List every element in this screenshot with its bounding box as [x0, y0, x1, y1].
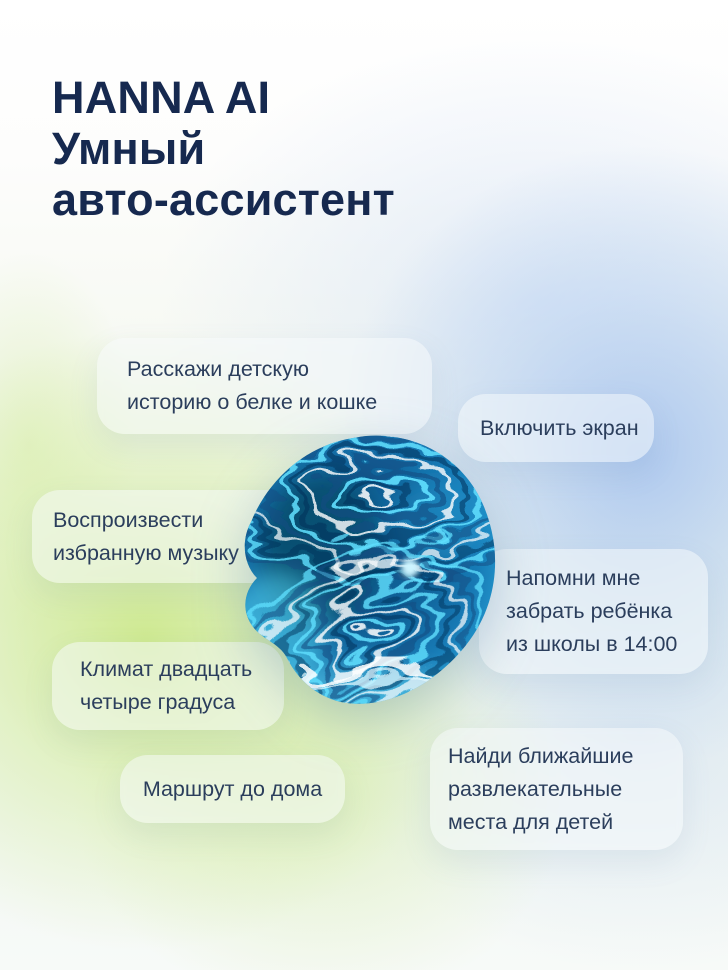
liquid-orb-graphic — [230, 428, 502, 712]
command-chip-kids-story[interactable] — [97, 338, 432, 434]
chip-text-line: избранную музыку — [53, 540, 239, 565]
subtitle-line-2: авто-ассистент — [52, 174, 395, 225]
chip-text-line: Климат двадцать — [80, 657, 253, 681]
assistant-orb-illustration — [230, 428, 502, 712]
chip-text-line: развлекательные — [448, 776, 623, 801]
chip-text-line: Маршрут до дома — [142, 776, 323, 801]
chip-text-line: забрать ребёнка — [506, 599, 673, 623]
command-chip-route-home[interactable] — [120, 755, 345, 823]
chip-text-line: Воспроизвести — [53, 507, 204, 532]
chip-text-line: Расскажи детскую — [127, 357, 309, 381]
chip-text-line: места для детей — [448, 809, 614, 834]
command-chip-kids-places[interactable] — [430, 728, 683, 850]
subtitle-line-1: Умный — [52, 123, 206, 174]
chip-text-line: историю о белке и кошке — [127, 390, 378, 414]
chip-text-line: Напомни мне — [506, 566, 641, 590]
brand-name: HANNA AI — [52, 72, 271, 123]
chip-text-line: из школы в 14:00 — [506, 632, 678, 656]
page-title — [52, 72, 395, 225]
chip-text-line: четыре градуса — [80, 690, 236, 714]
chip-text-line: Найди ближайшие — [448, 743, 634, 768]
command-chip-reminder[interactable] — [479, 549, 708, 674]
chip-text-line: Включить экран — [480, 415, 639, 440]
